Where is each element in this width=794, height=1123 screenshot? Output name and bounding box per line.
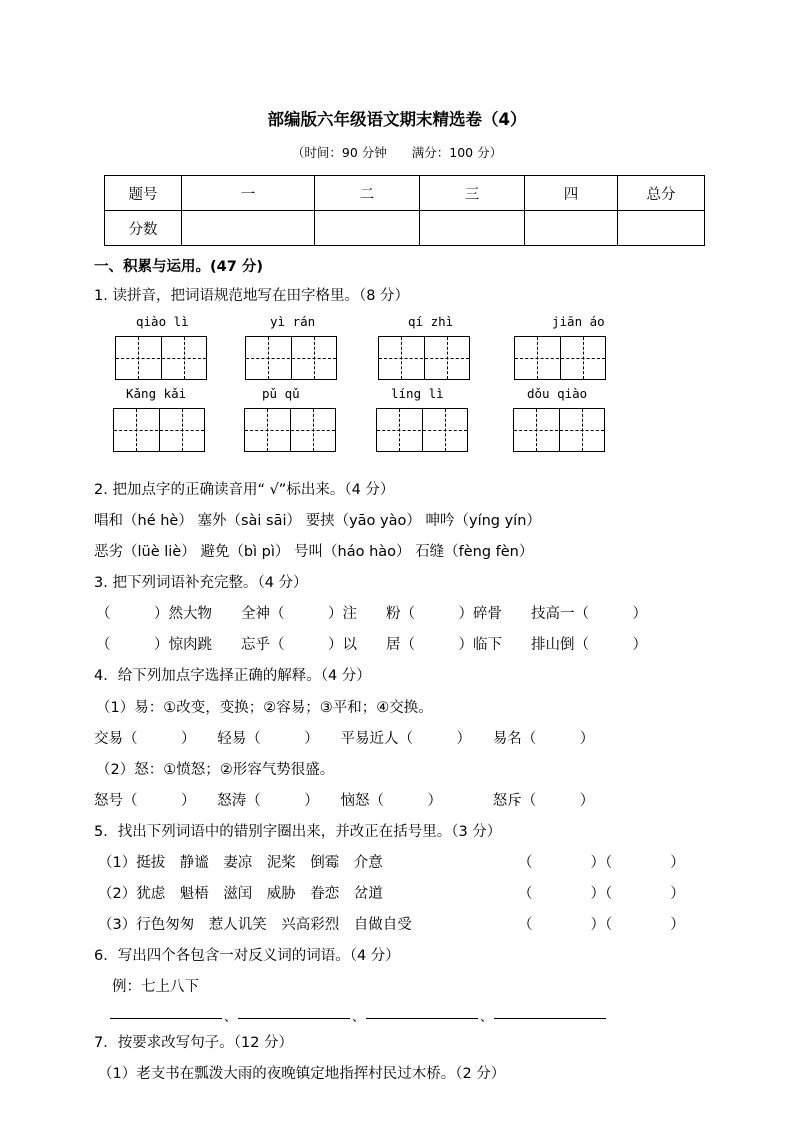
score-cell-input[interactable] (525, 211, 618, 246)
tianzige-box[interactable] (514, 336, 606, 380)
question-4-items-2: 怒号（ ） 怒涛（ ） 恼怒（ ） 怒斥（ ） (94, 793, 595, 809)
tianzige-box[interactable] (115, 336, 207, 380)
answer-line[interactable] (238, 1018, 350, 1019)
score-table-header-row (105, 176, 705, 211)
tianzige-box[interactable] (113, 408, 205, 452)
question-3-line-2: （ ）惊肉跳 忘乎（ ）以 居（ ）临下 排山倒（ ） (96, 637, 647, 653)
section-heading: 一、积累与运用。(47 分) (94, 259, 263, 275)
question-6-example: 例：七上八下 (112, 979, 199, 995)
question-2-line-1: 唱和（hé hè） 塞外（sài sāi） 要挟（yāo yào） 呻吟（yíng yín） (94, 513, 541, 529)
answer-line[interactable] (110, 1018, 222, 1019)
pinyin-label: yì rán (270, 314, 316, 329)
answer-brackets[interactable]: （ ）（ ） (518, 855, 685, 871)
question-4-prompt: 4．给下列加点字选择正确的解释。（4 分） (94, 668, 371, 684)
question-5-row-3: （3）行色匆匆 惹人讥笑 兴高彩烈 自做自受 (98, 917, 412, 933)
question-4-definition-1: （1）易：①改变，变换；②容易；③平和；④交换。 (96, 700, 433, 716)
score-cell-header: 四 (525, 176, 618, 211)
pinyin-label: jiān áo (552, 314, 605, 329)
question-3-line-1: （ ）然大物 全神（ ）注 粉（ ）碎骨 技高一（ ） (96, 606, 647, 622)
pinyin-label: qí zhì (408, 314, 454, 329)
tianzige-box[interactable] (376, 408, 468, 452)
score-cell-input[interactable] (182, 211, 315, 246)
question-2-line-2: 恶劣（lüè liè） 避免（bì pì） 号叫（háo hào） 石缝（fèng fèn） (94, 544, 534, 560)
tianzige-box[interactable] (244, 408, 336, 452)
exam-subtitle: （时间：90 分钟 满分：100 分） (291, 145, 503, 160)
question-5-row-1: （1）挺拔 静谧 妻凉 泥桨 倒霉 介意 (98, 855, 383, 871)
question-5-row-2: （2）犹虑 魁梧 滋闰 威胁 眷恋 岔道 (98, 886, 383, 902)
enumeration-comma: 、 (224, 1010, 238, 1025)
pinyin-label: qiào lì (136, 314, 189, 329)
score-cell-header: 一 (182, 176, 315, 211)
answer-line[interactable] (366, 1018, 478, 1019)
enumeration-comma: 、 (352, 1010, 366, 1025)
answer-brackets[interactable]: （ ）（ ） (518, 917, 685, 933)
tianzige-box[interactable] (378, 336, 470, 380)
score-cell-label: 分数 (105, 211, 182, 246)
question-6-prompt: 6．写出四个各包含一对反义词的词语。（4 分） (94, 948, 400, 964)
score-cell-header: 三 (420, 176, 525, 211)
answer-brackets[interactable]: （ ）（ ） (518, 886, 685, 902)
score-cell-input[interactable] (315, 211, 420, 246)
score-cell-input[interactable] (420, 211, 525, 246)
question-1-prompt: 1. 读拼音，把词语规范地写在田字格里。（8 分） (94, 288, 410, 304)
score-cell-header: 二 (315, 176, 420, 211)
score-cell-label: 题号 (105, 176, 182, 211)
question-7-prompt: 7．按要求改写句子。（12 分） (94, 1035, 294, 1051)
question-2-prompt: 2. 把加点字的正确读音用“ √”标出来。（4 分） (94, 482, 395, 498)
pinyin-label: dǒu qiào (527, 386, 588, 401)
tianzige-box[interactable] (245, 336, 337, 380)
exam-title: 部编版六年级语文期末精选卷（4） (267, 110, 527, 129)
score-cell-input[interactable] (618, 211, 705, 246)
tianzige-box[interactable] (513, 408, 605, 452)
question-4-items-1: 交易（ ） 轻易（ ） 平易近人（ ） 易名（ ） (94, 731, 595, 747)
answer-line[interactable] (494, 1018, 606, 1019)
score-table-score-row (105, 211, 705, 246)
question-3-prompt: 3. 把下列词语补充完整。（4 分） (94, 575, 308, 591)
pinyin-label: pǔ qǔ (262, 386, 300, 401)
enumeration-comma: 、 (480, 1010, 494, 1025)
question-5-prompt: 5．找出下列词语中的错别字圈出来，并改正在括号里。（3 分） (94, 824, 502, 840)
pinyin-label: líng lì (391, 386, 444, 401)
question-4-definition-2: （2）怒：①愤怒；②形容气势很盛。 (96, 762, 335, 778)
question-7-sub-1: （1）老支书在瓢泼大雨的夜晚镇定地指挥村民过木桥。（2 分） (98, 1066, 506, 1082)
score-cell-header: 总分 (618, 176, 705, 211)
pinyin-label: Kǎng kǎi (126, 386, 187, 401)
score-table (104, 175, 705, 246)
